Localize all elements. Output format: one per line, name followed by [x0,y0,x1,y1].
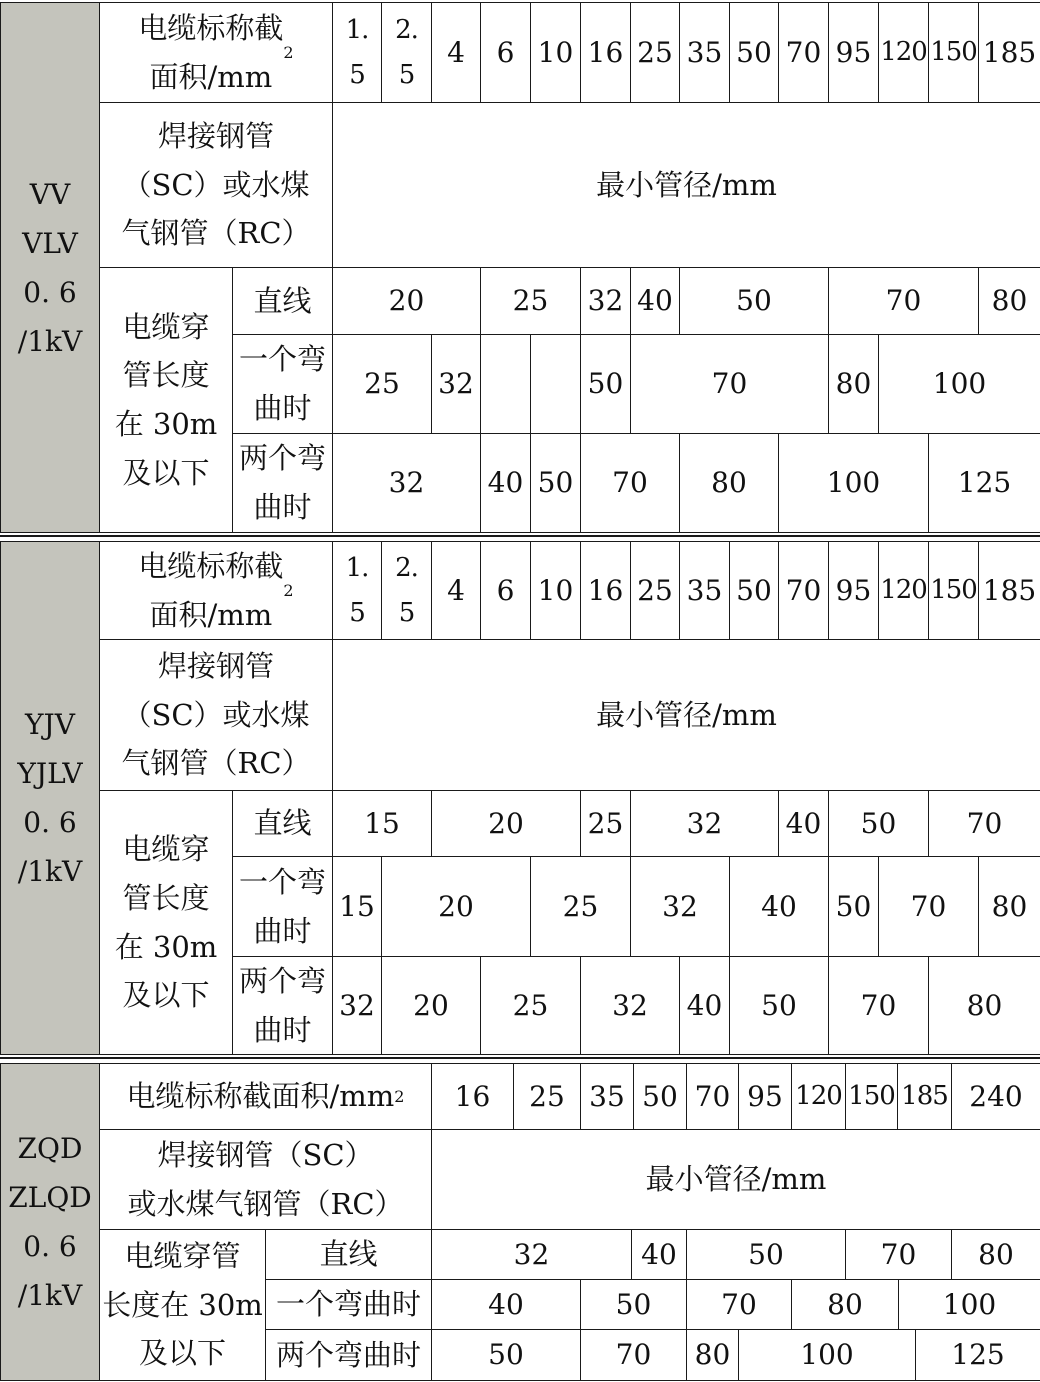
cross-section-label-text: 电缆标称截 面积/mm [138,10,284,94]
cable-type-label: ZQD ZLQD 0. 6 /1kV [0,1063,100,1381]
cross-section-value: 95 [738,1063,792,1130]
min-diameter-label: 最小管径/mm [332,102,1040,268]
cross-section-value: 2. 5 [381,2,432,103]
cross-section-value: 35 [580,1063,634,1130]
cross-section-value: 240 [951,1063,1040,1130]
min-diameter-value: 32 [580,956,680,1055]
min-diameter-value: 50 [530,433,581,533]
min-diameter-value: 40 [630,267,680,335]
cross-section-value: 95 [828,2,879,103]
min-diameter-value: 32 [630,790,779,857]
min-diameter-label: 最小管径/mm [332,639,1040,791]
min-diameter-value: 20 [431,790,581,857]
bend-condition-label: 两个弯曲时 [265,1329,432,1381]
cross-section-value: 25 [630,541,680,640]
bend-condition-label: 一个弯 曲时 [232,334,333,434]
pipe-type-label: 焊接钢管 （SC）或水煤 气钢管（RC） [99,102,333,268]
cross-section-label-text: 电缆标称截面积/mm [126,1079,395,1114]
cross-section-value: 70 [686,1063,739,1130]
min-diameter-value: 40 [679,956,730,1055]
min-diameter-value: 20 [381,856,531,957]
min-diameter-value: 80 [978,267,1040,335]
cable-type-label: VV VLV 0. 6 /1kV [0,2,100,533]
min-diameter-value [480,334,531,434]
cross-section-value: 6 [480,541,531,640]
pipe-type-label: 焊接钢管（SC） 或水煤气钢管（RC） [99,1129,432,1230]
min-diameter-value: 20 [381,956,481,1055]
min-diameter-value: 80 [686,1329,739,1381]
min-diameter-value: 70 [580,433,680,533]
min-diameter-value [530,334,581,434]
bend-condition-label: 两个弯 曲时 [232,956,333,1055]
section-separator [0,535,1040,537]
min-diameter-value: 25 [480,956,581,1055]
cross-section-value: 6 [480,2,531,103]
min-diameter-value: 100 [878,334,1040,434]
cross-section-value: 95 [828,541,879,640]
min-diameter-value: 70 [928,790,1040,857]
cross-section-value: 70 [778,2,829,103]
cross-section-value: 120 [791,1063,846,1130]
cross-section-value: 150 [845,1063,898,1130]
min-diameter-value: 50 [729,956,829,1055]
min-diameter-value: 80 [791,1279,899,1330]
cross-section-value: 10 [530,541,581,640]
cross-section-value: 185 [978,2,1040,103]
min-diameter-value: 70 [878,856,979,957]
min-diameter-value: 40 [631,1229,687,1280]
cross-section-value: 1. 5 [332,541,382,640]
cross-section-value: 35 [679,541,730,640]
min-diameter-value: 15 [332,856,382,957]
cross-section-value: 185 [897,1063,952,1130]
cross-section-label: 电缆标称截面积/mm 2 [99,1063,432,1130]
min-diameter-value: 25 [332,334,432,434]
cross-section-value: 25 [630,2,680,103]
min-diameter-value: 15 [332,790,432,857]
cross-section-value: 4 [431,2,481,103]
cross-section-label: 电缆标称截 面积/mm 2 [99,541,333,640]
cross-section-value: 150 [928,541,979,640]
min-diameter-value: 32 [580,267,631,335]
min-diameter-value: 70 [630,334,829,434]
min-diameter-value: 32 [332,956,382,1055]
min-diameter-value: 70 [580,1329,687,1381]
cross-section-value: 50 [633,1063,687,1130]
cross-section-label: 电缆标称截 面积/mm 2 [99,2,333,103]
min-diameter-value: 50 [686,1229,846,1280]
cross-section-value: 35 [679,2,730,103]
bend-condition-label: 一个弯 曲时 [232,856,333,957]
min-diameter-value: 80 [951,1229,1040,1280]
cross-section-value: 150 [928,2,979,103]
min-diameter-value: 80 [928,956,1040,1055]
cross-section-value: 2. 5 [381,541,432,640]
bend-condition-label: 直线 [232,267,333,335]
min-diameter-value: 32 [332,433,481,533]
length-condition-label: 电缆穿 管长度 在 30m 及以下 [99,267,233,533]
min-diameter-value: 50 [580,334,631,434]
cross-section-value: 16 [580,2,631,103]
cross-section-value: 50 [729,2,779,103]
cross-section-value: 16 [580,541,631,640]
min-diameter-value: 100 [778,433,929,533]
bend-condition-label: 直线 [232,790,333,857]
cross-section-label-text: 电缆标称截 面积/mm [138,548,284,632]
bend-condition-label: 两个弯 曲时 [232,433,333,533]
min-diameter-value: 50 [431,1329,581,1381]
cross-section-value: 50 [729,541,779,640]
min-diameter-value: 32 [431,334,481,434]
min-diameter-value: 20 [332,267,481,335]
min-diameter-value: 70 [828,267,979,335]
cross-section-value: 16 [431,1063,514,1130]
min-diameter-value: 70 [845,1229,952,1280]
cross-section-value: 25 [513,1063,581,1130]
cross-section-value: 120 [878,541,929,640]
pipe-type-label: 焊接钢管 （SC）或水煤 气钢管（RC） [99,639,333,791]
cross-section-value: 120 [878,2,929,103]
cross-section-value: 185 [978,541,1040,640]
min-diameter-label: 最小管径/mm [431,1129,1040,1230]
min-diameter-value: 80 [978,856,1040,957]
min-diameter-value: 50 [580,1279,687,1330]
min-diameter-value: 50 [828,790,929,857]
cross-section-value: 1. 5 [332,2,382,103]
cross-section-value: 4 [431,541,481,640]
min-diameter-value: 125 [928,433,1040,533]
min-diameter-value: 25 [480,267,581,335]
min-diameter-value: 40 [729,856,829,957]
min-diameter-value: 70 [686,1279,792,1330]
min-diameter-value: 40 [480,433,531,533]
min-diameter-value: 25 [580,790,631,857]
min-diameter-value: 70 [828,956,929,1055]
min-diameter-value: 25 [530,856,631,957]
length-condition-label: 电缆穿管 长度在 30m 及以下 [99,1229,266,1381]
min-diameter-value: 80 [828,334,879,434]
cable-type-label: YJV YJLV 0. 6 /1kV [0,541,100,1055]
min-diameter-value: 100 [738,1329,916,1381]
min-diameter-value: 50 [828,856,879,957]
section-separator [0,1057,1040,1059]
cross-section-value: 10 [530,2,581,103]
min-diameter-value: 125 [915,1329,1040,1381]
min-diameter-value: 40 [778,790,829,857]
min-diameter-value: 32 [630,856,730,957]
cross-section-value: 70 [778,541,829,640]
min-diameter-value: 32 [431,1229,632,1280]
length-condition-label: 电缆穿 管长度 在 30m 及以下 [99,790,233,1055]
bend-condition-label: 一个弯曲时 [265,1279,432,1330]
min-diameter-value: 40 [431,1279,581,1330]
bend-condition-label: 直线 [265,1229,432,1280]
min-diameter-value: 100 [898,1279,1040,1330]
min-diameter-value: 80 [679,433,779,533]
min-diameter-value: 50 [679,267,829,335]
